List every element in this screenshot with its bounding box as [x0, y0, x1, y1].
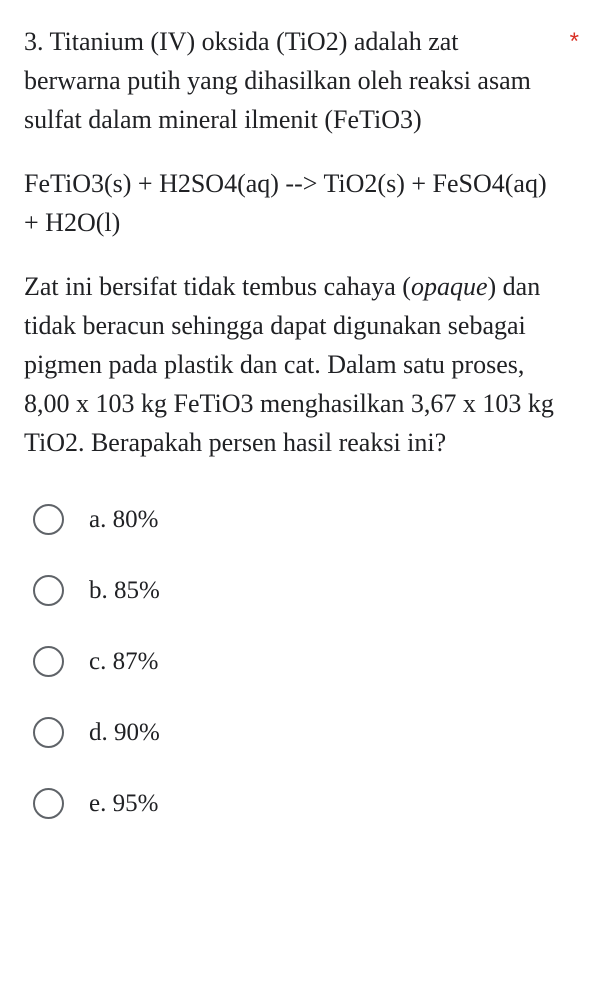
option-label-c: c. 87%: [89, 647, 159, 675]
option-label-e: e. 95%: [89, 789, 159, 817]
radio-button-icon-b[interactable]: [33, 575, 64, 606]
option-row-a[interactable]: [24, 496, 579, 542]
required-asterisk: *: [569, 28, 579, 55]
question-paragraph-3-part1: Zat ini bersifat tidak tembus cahaya (: [24, 272, 411, 301]
radio-button-icon-d[interactable]: [33, 717, 64, 748]
radio-button-icon-a[interactable]: [33, 504, 64, 535]
question-paragraph-3: [24, 267, 562, 462]
question-paragraph-2: FeTiO3(s) + H2SO4(aq) --> TiO2(s) + FeSO4(aq) + H2O(l): [24, 169, 547, 237]
options-list: [24, 496, 579, 826]
question-paragraph-1: 3. Titanium (IV) oksida (TiO2) adalah zat berwarna putih yang dihasilkan oleh reaksi asam sulfat dalam mineral ilmenit (FeTiO3): [24, 27, 531, 134]
option-row-b[interactable]: [24, 567, 579, 613]
option-row-e[interactable]: [24, 780, 579, 826]
option-row-c[interactable]: [24, 638, 579, 684]
question-paragraph-3-italic: opaque: [410, 272, 488, 301]
option-label-a: a. 80%: [89, 505, 159, 533]
radio-button-icon-e[interactable]: [33, 788, 64, 819]
question-paragraph-3-part2: ) dan tidak beracun sehingga dapat digunakan sebagai pigmen pada plastik dan cat. Dalam satu proses, 8,00 x 103 kg FeTiO3 menghasilkan 3,67 x 103 kg TiO2. Berapakah persen hasil reaksi ini?: [24, 272, 554, 457]
option-row-d[interactable]: [24, 709, 579, 755]
option-label-d: d. 90%: [89, 718, 160, 746]
question-text: [24, 22, 562, 462]
option-label-b: b. 85%: [89, 576, 160, 604]
question-block: [24, 22, 579, 462]
radio-button-icon-c[interactable]: [33, 646, 64, 677]
